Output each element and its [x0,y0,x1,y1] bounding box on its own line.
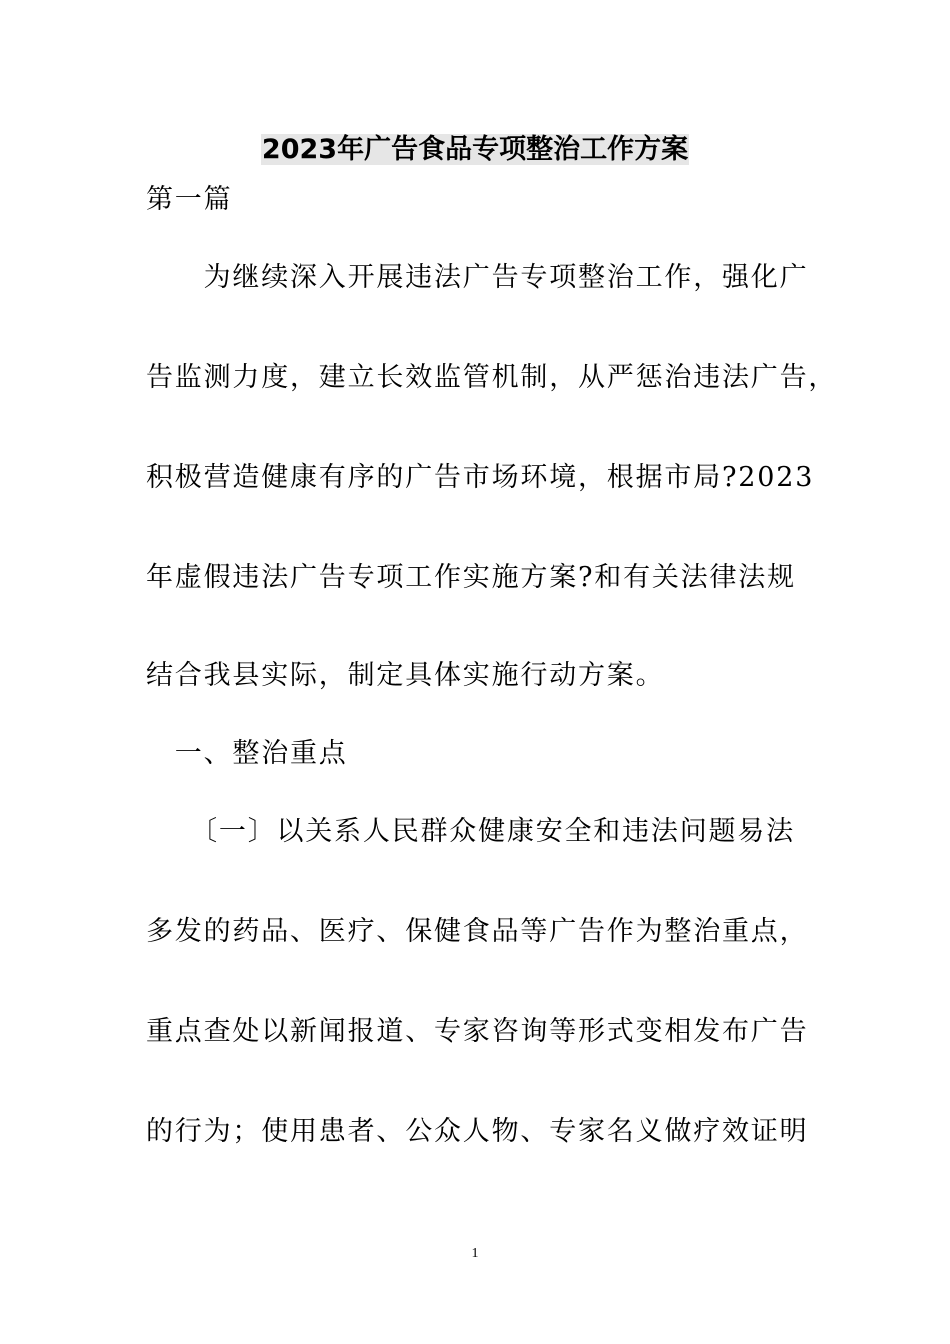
document-title [0,128,950,172]
body-line: 为继续深入开展违法广告专项整治工作，强化广 [146,262,809,293]
body-line: 年虚假违法广告专项工作实施方案?和有关法律法规 [146,562,796,593]
body-line: 重点查处以新闻报道、专家咨询等形式变相发布广告 [146,1016,809,1047]
section-heading: 一、整治重点 [146,738,348,769]
body-line: 的行为；使用患者、公众人物、专家名义做疗效证明 [146,1116,809,1147]
document-title-text: 2023年广告食品专项整治工作方案 [261,134,689,165]
page-number: 1 [471,1246,479,1261]
body-line: 〔一〕以关系人民群众健康安全和违法问题易法 [146,816,795,847]
section-label: 第一篇 [146,184,233,215]
body-line: 告监测力度，建立长效监管机制，从严惩治违法广告， [146,362,838,393]
body-line: 积极营造健康有序的广告市场环境，根据市局?2023 [146,462,815,493]
body-line: 结合我县实际，制定具体实施行动方案。 [146,660,665,691]
body-line: 多发的药品、医疗、保健食品等广告作为整治重点， [146,916,809,947]
